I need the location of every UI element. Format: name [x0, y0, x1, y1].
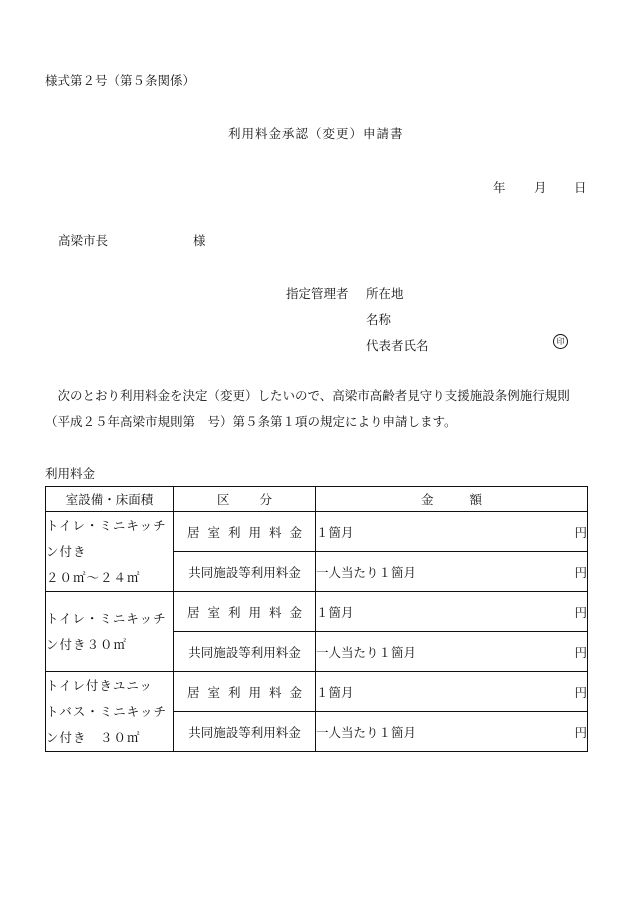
- header-amount: 金額: [316, 487, 588, 512]
- fee-category-cell: 共同施設等利用料金: [174, 552, 316, 592]
- room-type-cell: トイレ・ミニキッチ ン付き３０㎡: [46, 592, 174, 672]
- room-type-cell: トイレ付きユニッ トバス・ミニキッチ ン付き ３０㎡: [46, 672, 174, 752]
- date-month-label: 月: [534, 180, 547, 195]
- table-row: [46, 592, 588, 632]
- fee-category-cell: 共同施設等利用料金: [174, 632, 316, 672]
- application-statement: 次のとおり利用料金を決定（変更）したいので、高梁市高齢者見守り支援施設条例施行規則（平成２５年高梁市規則第 号）第５条第１項の規定により申請します。: [45, 388, 570, 429]
- header-category: 区分: [174, 487, 316, 512]
- applicant-role: 指定管理者: [286, 286, 349, 301]
- header-room-equipment: 室設備・床面積: [46, 487, 174, 512]
- amount-cell: １箇月 円: [316, 592, 588, 632]
- location-label: 所在地: [366, 286, 404, 301]
- date-day-label: 日: [574, 180, 587, 195]
- representative-label: 代表者氏名: [366, 338, 429, 353]
- fee-section-label: 利用料金: [45, 466, 96, 481]
- fee-table: [45, 486, 588, 752]
- table-header-row: [46, 487, 588, 512]
- table-row: [46, 672, 588, 712]
- fee-category-cell: 居室利用料金: [174, 672, 316, 712]
- fee-category-cell: 居室利用料金: [174, 592, 316, 632]
- date-year-label: 年: [493, 180, 506, 195]
- amount-cell: 一人当たり１箇月 円: [316, 712, 588, 752]
- fee-category-cell: 居室利用料金: [174, 512, 316, 552]
- addressee: 高梁市長: [58, 233, 109, 248]
- room-type-cell: トイレ・ミニキッチ ン付き ２０㎡～２４㎡: [46, 512, 174, 592]
- fee-category-cell: 共同施設等利用料金: [174, 712, 316, 752]
- amount-cell: １箇月 円: [316, 512, 588, 552]
- name-label: 名称: [366, 312, 392, 327]
- form-number: 様式第２号（第５条関係）: [45, 73, 196, 88]
- amount-cell: １箇月 円: [316, 672, 588, 712]
- table-row: [46, 512, 588, 552]
- amount-cell: 一人当たり１箇月 円: [316, 552, 588, 592]
- seal-mark: 印: [553, 334, 568, 349]
- document-title: 利用料金承認（変更）申請書: [228, 126, 404, 141]
- amount-cell: 一人当たり１箇月 円: [316, 632, 588, 672]
- honorific: 様: [193, 233, 206, 248]
